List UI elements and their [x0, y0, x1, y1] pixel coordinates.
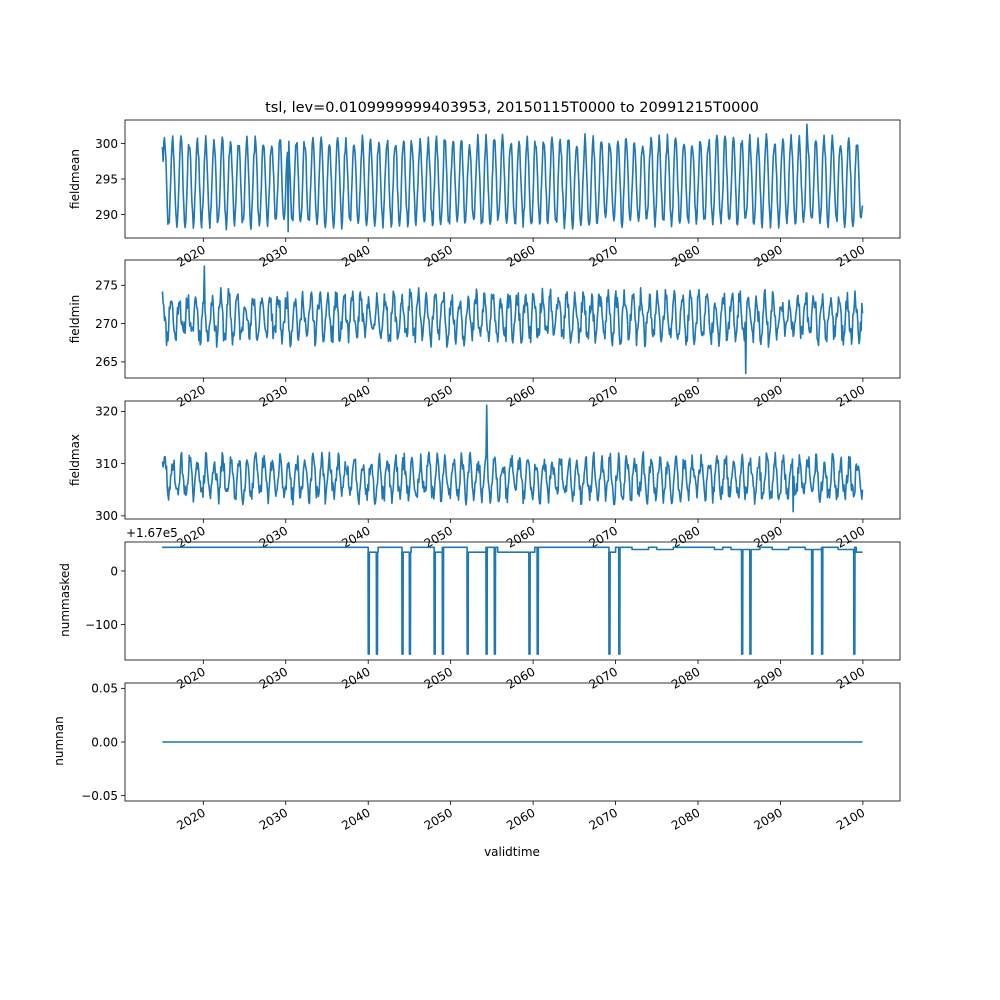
xtick-label-fieldmin-0: 2020: [174, 382, 208, 410]
ytick-label-fieldmin-0: 265: [95, 355, 118, 370]
xtick-label-fieldmin-8: 2100: [833, 382, 868, 410]
ytick-label-fieldmax-2: 320: [95, 404, 118, 419]
ylabel-fieldmean: fieldmean: [68, 149, 82, 209]
xtick-label-numnan-3: 2050: [421, 805, 456, 833]
chart-title: tsl, lev=0.0109999999403953, 20150115T0000 to 20991215T0000: [265, 100, 759, 116]
xtick-label-fieldmax-5: 2070: [586, 523, 621, 551]
xtick-label-fieldmax-8: 2100: [833, 523, 868, 551]
xtick-label-nummasked-0: 2020: [174, 664, 208, 692]
panel-fieldmean: [68, 120, 900, 270]
xtick-label-fieldmin-2: 2040: [339, 382, 373, 410]
xtick-label-fieldmean-3: 2050: [421, 242, 456, 270]
xtick-label-fieldmax-6: 2080: [669, 523, 703, 551]
xtick-label-fieldmean-7: 2090: [751, 242, 785, 270]
xtick-label-fieldmin-6: 2080: [669, 382, 703, 410]
xtick-label-fieldmax-3: 2050: [421, 523, 456, 551]
ylabel-numnan: numnan: [52, 716, 66, 766]
ylabel-fieldmax: fieldmax: [68, 433, 82, 487]
xtick-label-fieldmax-7: 2090: [751, 523, 785, 551]
xtick-label-nummasked-5: 2070: [586, 664, 621, 692]
xtick-label-fieldmin-5: 2070: [586, 382, 621, 410]
xtick-label-fieldmean-6: 2080: [669, 242, 703, 270]
ytick-label-fieldmin-1: 270: [95, 316, 118, 331]
xtick-label-fieldmax-4: 2060: [504, 523, 538, 551]
panel-fieldmin: [68, 260, 900, 410]
ytick-label-fieldmean-0: 290: [95, 207, 118, 222]
ytick-label-nummasked-1: 0: [110, 564, 118, 579]
xtick-label-fieldmean-8: 2100: [833, 242, 868, 270]
axes-frame-nummasked: [125, 542, 900, 660]
xtick-label-numnan-5: 2070: [586, 805, 621, 833]
series-line-fieldmax: [162, 405, 862, 512]
series-line-fieldmean: [162, 124, 862, 231]
ytick-label-fieldmin-2: 275: [95, 278, 118, 293]
ytick-label-fieldmean-1: 295: [95, 172, 118, 187]
xtick-label-fieldmax-2: 2040: [339, 523, 373, 551]
xtick-label-fieldmean-4: 2060: [504, 242, 538, 270]
xtick-label-fieldmax-1: 2030: [256, 523, 291, 551]
ytick-label-fieldmax-1: 310: [95, 456, 118, 471]
xtick-label-numnan-6: 2080: [669, 805, 703, 833]
xtick-label-fieldmin-7: 2090: [751, 382, 785, 410]
series-line-nummasked: [162, 547, 862, 654]
series-line-fieldmin: [162, 266, 862, 373]
xtick-label-numnan-2: 2040: [339, 805, 373, 833]
xtick-label-numnan-1: 2030: [256, 805, 291, 833]
xtick-label-fieldmin-4: 2060: [504, 382, 538, 410]
xtick-label-nummasked-8: 2100: [833, 664, 868, 692]
xtick-label-numnan-0: 2020: [174, 805, 208, 833]
xtick-label-nummasked-1: 2030: [256, 664, 291, 692]
xtick-label-nummasked-2: 2040: [339, 664, 373, 692]
ylabel-fieldmin: fieldmin: [68, 294, 82, 344]
xtick-label-nummasked-4: 2060: [504, 664, 538, 692]
xtick-label-numnan-7: 2090: [751, 805, 785, 833]
ytick-label-numnan-1: 0.00: [91, 735, 118, 750]
xtick-label-fieldmean-0: 2020: [174, 242, 208, 270]
xtick-label-fieldmean-5: 2070: [586, 242, 621, 270]
panel-numnan: [52, 682, 900, 833]
x-axis-label: validtime: [484, 845, 540, 859]
offset-text-nummasked: +1.67e5: [126, 526, 178, 540]
xtick-label-nummasked-7: 2090: [751, 664, 785, 692]
ytick-label-numnan-2: 0.05: [91, 681, 118, 696]
ytick-label-numnan-0: −0.05: [81, 788, 118, 803]
xtick-label-nummasked-6: 2080: [669, 664, 703, 692]
xtick-label-fieldmin-3: 2050: [421, 382, 456, 410]
xtick-label-numnan-4: 2060: [504, 805, 538, 833]
panel-nummasked: [58, 526, 900, 692]
xtick-label-fieldmean-1: 2030: [256, 242, 291, 270]
panel-fieldmax: [68, 401, 900, 551]
ytick-label-nummasked-0: −100: [85, 617, 118, 632]
xtick-label-fieldmax-0: 2020: [174, 523, 208, 551]
ytick-label-fieldmean-2: 300: [95, 136, 118, 151]
xtick-label-fieldmin-1: 2030: [256, 382, 291, 410]
xtick-label-numnan-8: 2100: [833, 805, 868, 833]
xtick-label-nummasked-3: 2050: [421, 664, 456, 692]
ytick-label-fieldmax-0: 300: [95, 509, 118, 524]
xtick-label-fieldmean-2: 2040: [339, 242, 373, 270]
ylabel-nummasked: nummasked: [58, 563, 72, 637]
